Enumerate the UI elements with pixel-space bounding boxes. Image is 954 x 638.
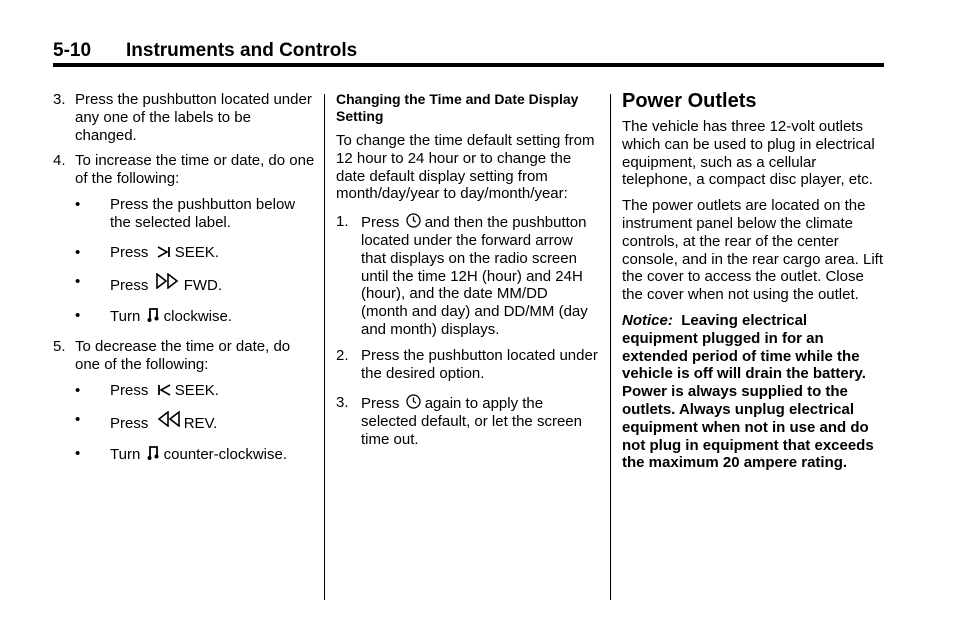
header-rule <box>53 63 884 67</box>
step-text: Press <box>361 214 400 232</box>
step-2 <box>336 347 598 383</box>
subsection-heading: Changing the Time and Date Display Setting <box>336 91 579 124</box>
bullet-dot: • <box>75 307 81 325</box>
section-heading: Power Outlets <box>622 90 757 112</box>
column-2 <box>336 91 598 457</box>
step-number: 1. <box>336 213 349 231</box>
step-text: Press the pushbutton located under any one of the labels to be changed. <box>75 91 312 144</box>
bullet-item <box>75 445 315 464</box>
step-text: Press <box>361 395 400 413</box>
step-4 <box>53 152 315 188</box>
bullet-text: clockwise. <box>163 308 232 326</box>
step-text: To increase the time or date, do one of the following: <box>75 152 315 188</box>
rewind-icon <box>156 411 180 427</box>
bullet-dot: • <box>75 243 81 261</box>
step-text: and then the pushbutton located under the forward arrow that displays on the radio screen until the time 12H (hour) and 24H (hour), and the date MM/DD (month and day) and DD/MM (day and month) displays. <box>361 214 588 338</box>
bullet-dot: • <box>75 381 81 399</box>
seek-forward-icon <box>157 246 171 258</box>
step-1 <box>336 213 598 339</box>
intro-paragraph: To change the time default setting from 12 hour to 24 hour or to change the date default display setting from month/day/year to day/month/year: <box>336 132 595 203</box>
notice-text: Leaving electrical equipment plugged in for an extended period of time while the vehicle is off will drain the battery. Power is always supplied to the outlets. Always unplug electrical equipment when not in use and do not plug in equipment that exceeds the maximum 20 ampere rating. <box>622 311 874 472</box>
bullet-dot: • <box>75 273 81 291</box>
step-5 <box>53 338 315 374</box>
bullet-text: SEEK. <box>174 243 219 261</box>
paragraph: The power outlets are located on the instrument panel below the climate controls, at the rear of the center console, and in the rear cargo area. Lift the cover to access the outlet. Close the cover when not using the outlet. <box>622 197 883 304</box>
bullet-item <box>75 244 315 262</box>
step-text: Press the pushbutton located under the desired option. <box>361 346 598 382</box>
column-divider-right <box>610 94 611 600</box>
bullet-dot: • <box>75 445 81 463</box>
step-text: To decrease the time or date, do one of the following: <box>75 337 291 373</box>
step-3 <box>336 394 598 448</box>
notice-block <box>622 312 884 472</box>
clock-icon <box>406 213 421 228</box>
step-text: again to apply the selected default, or let the screen time out. <box>361 395 582 448</box>
bullet-text: Turn <box>110 308 141 326</box>
step-number: 4. <box>53 152 66 170</box>
step-3 <box>53 91 315 144</box>
bullet-item <box>75 196 315 232</box>
tune-knob-icon <box>147 445 159 461</box>
bullet-text: FWD. <box>183 277 223 295</box>
bullet-item <box>75 273 315 295</box>
bullet-dot: • <box>75 411 81 429</box>
bullet-text: SEEK. <box>174 381 219 399</box>
column-3 <box>622 91 884 480</box>
step-number: 3. <box>53 91 66 108</box>
paragraph: The vehicle has three 12-volt outlets which can be used to plug in electrical equipment, such as a cellular telephone, a compact disc player, etc. <box>622 118 875 189</box>
seek-back-icon <box>157 384 171 396</box>
bullet-dot: • <box>75 195 81 213</box>
clock-icon <box>406 394 421 409</box>
bullet-text: Press <box>110 277 149 295</box>
bullet-item <box>75 411 315 433</box>
column-divider-left <box>324 94 325 600</box>
tune-knob-icon <box>147 307 159 323</box>
step-number: 5. <box>53 337 66 355</box>
step-number: 2. <box>336 346 349 364</box>
bullet-text: Press <box>110 381 149 399</box>
fast-forward-icon <box>156 273 180 289</box>
step-number: 3. <box>336 394 349 412</box>
bullet-text: counter-clockwise. <box>163 446 288 464</box>
page-number: 5-10 <box>53 40 92 61</box>
bullet-item <box>75 382 315 400</box>
bullet-text: Turn <box>110 446 141 464</box>
bullet-text: REV. <box>183 415 218 433</box>
bullet-text: Press the pushbutton below the selected label. <box>110 195 296 231</box>
bullet-text: Press <box>110 415 149 433</box>
section-title: Instruments and Controls <box>126 40 358 61</box>
bullet-text: Press <box>110 243 149 261</box>
column-1 <box>53 91 315 476</box>
notice-label: Notice: <box>622 311 673 329</box>
bullet-item <box>75 307 315 326</box>
